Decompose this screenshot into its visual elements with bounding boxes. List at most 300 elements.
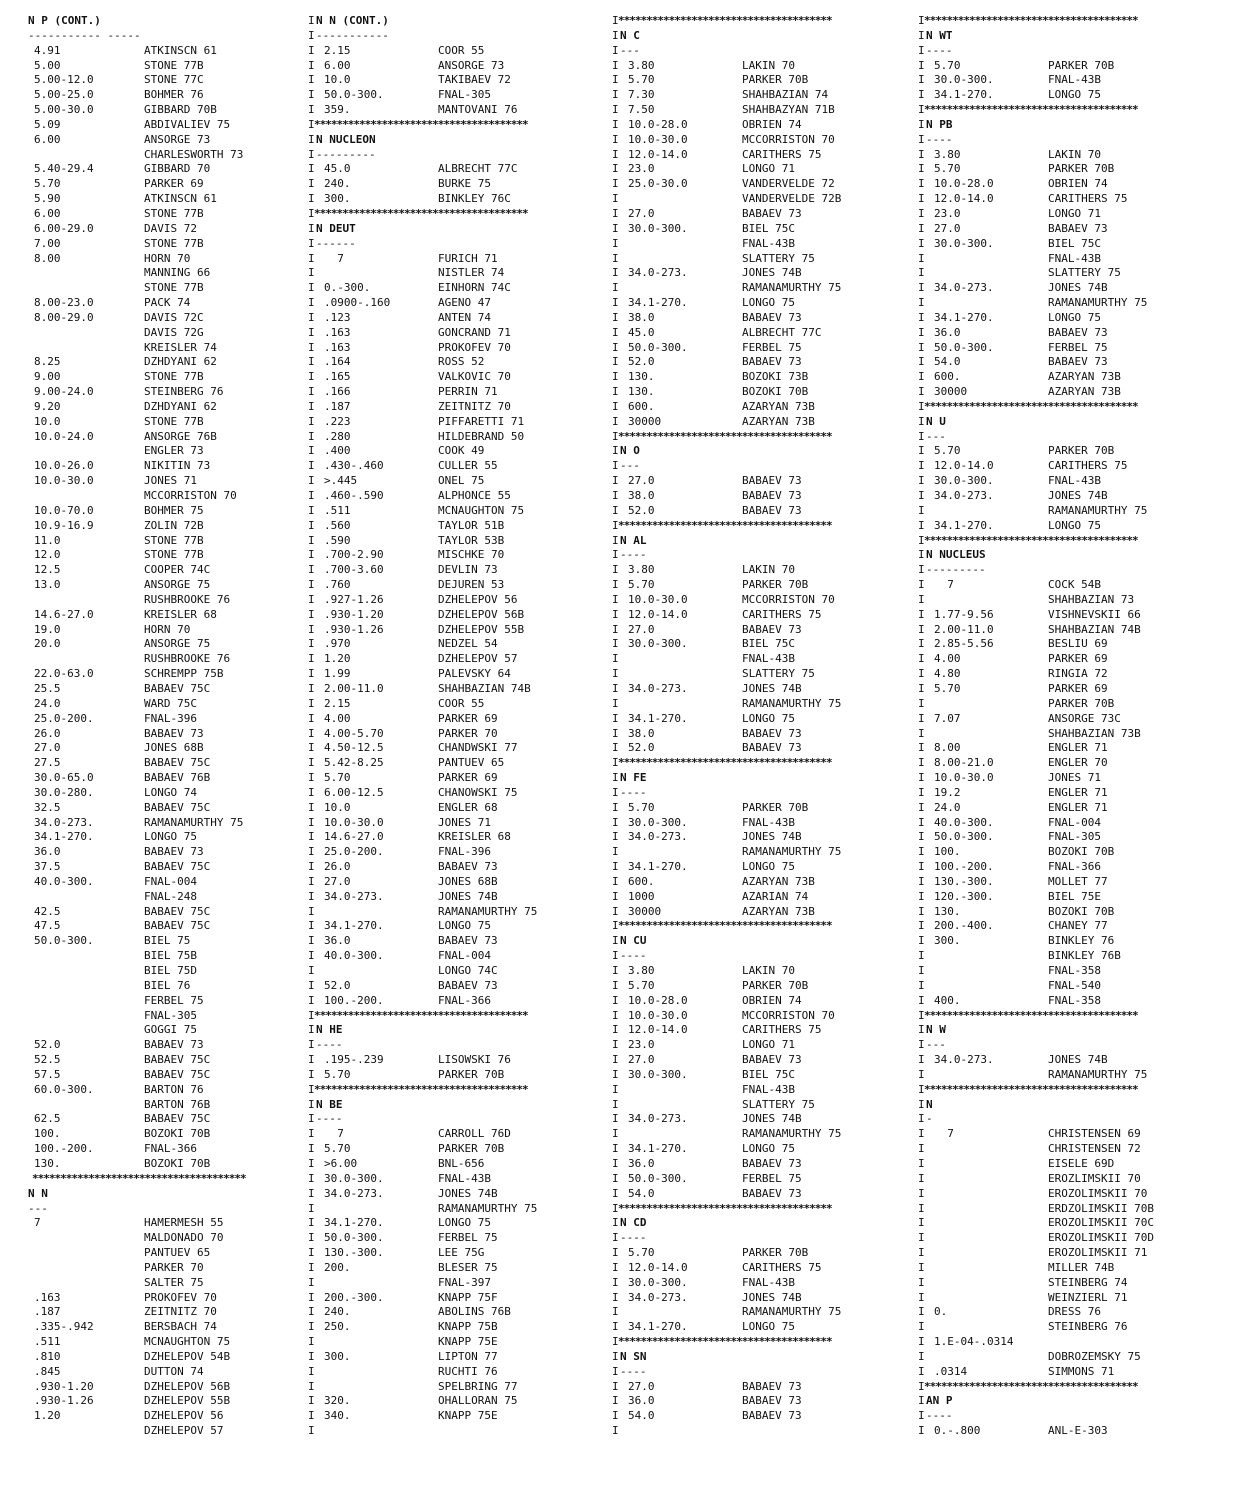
section-underline: [26, 29, 326, 44]
reference: SIMMONS 71: [1048, 1364, 1115, 1378]
entry-row: [308, 1335, 608, 1350]
entry-row: [918, 608, 1218, 623]
energy-value: 24.0: [934, 800, 961, 814]
energy-value: 5.90: [34, 192, 61, 206]
reference: CHRISTENSEN 69: [1048, 1127, 1141, 1141]
entry-row: [612, 890, 912, 905]
column-rule: I: [308, 310, 315, 324]
energy-value: 4.80: [934, 667, 961, 681]
column-rule: I: [308, 1038, 315, 1052]
entry-row: [612, 192, 912, 207]
column-rule: I: [612, 1156, 619, 1170]
energy-value: 19.0: [34, 622, 61, 636]
reference: MCCORRISTON 70: [742, 132, 835, 146]
entry-row: [612, 1142, 912, 1157]
energy-value: 27.5: [34, 756, 61, 770]
column-rule: I: [918, 117, 925, 131]
entry-row: [918, 1142, 1218, 1157]
energy-value: 5.09: [34, 117, 61, 131]
underline-dashes: ----: [620, 1364, 647, 1378]
reference: DZHELEPOV 57: [144, 1424, 224, 1438]
entry-row: [918, 637, 1218, 652]
reference: BABAEV 73: [742, 503, 802, 517]
reference: ENGLER 68: [438, 800, 498, 814]
reference: BIEL 76: [144, 978, 191, 992]
entry-row: [26, 118, 326, 133]
reference: CHANEY 77: [1048, 919, 1108, 933]
energy-value: 7: [324, 1127, 344, 1141]
energy-value: 9.00: [34, 370, 61, 384]
reference: PANTUEV 65: [144, 1246, 211, 1260]
reference: RAMANAMURTHY 75: [742, 281, 842, 295]
entry-row: [918, 890, 1218, 905]
column-rule: I: [308, 1246, 315, 1260]
reference: BOZOKI 70B: [144, 1156, 211, 1170]
column-rule: I: [918, 637, 925, 651]
section-title: N P (CONT.): [28, 14, 101, 27]
column-rule: I: [612, 399, 619, 413]
column-rule: I: [918, 726, 925, 740]
entry-row: [26, 355, 326, 370]
underline-dashes: ----: [620, 1231, 647, 1245]
entry-row: [612, 474, 912, 489]
entry-row: [918, 816, 1218, 831]
reference: ZOLIN 72B: [144, 518, 204, 532]
entry-row: [308, 1394, 608, 1409]
column-rule: I: [918, 1246, 925, 1260]
reference: BIEL 75C: [742, 221, 795, 235]
entry-row: [26, 207, 326, 222]
reference: LONGO 75: [1048, 518, 1101, 532]
energy-value: 5.70: [934, 681, 961, 695]
asterisk-rule: **************************************: [618, 518, 832, 532]
energy-value: 5.70: [628, 578, 655, 592]
column-rule: I: [308, 503, 315, 517]
energy-value: 300.: [934, 934, 961, 948]
column-rule: I: [308, 1275, 315, 1289]
entry-row: [26, 1350, 326, 1365]
section-title: N C: [620, 28, 640, 42]
energy-value: 34.1-270.: [324, 1216, 384, 1230]
column-rule: I: [612, 949, 619, 963]
energy-value: 5.70: [628, 1246, 655, 1260]
energy-value: 14.6-27.0: [324, 830, 384, 844]
entry-row: [612, 148, 912, 163]
reference: ANSORGE 76B: [144, 429, 217, 443]
column-rule: I: [308, 815, 315, 829]
reference: ENGLER 71: [1048, 785, 1108, 799]
column-rule: I: [612, 1097, 619, 1111]
column-rule: I: [612, 28, 619, 42]
underline-dashes: ----: [316, 1038, 343, 1052]
section-separator: [612, 519, 912, 534]
reference: KREISLER 68: [438, 830, 511, 844]
reference: BABAEV 75C: [144, 1067, 211, 1081]
energy-value: 5.70: [628, 800, 655, 814]
column-rule: I: [612, 503, 619, 517]
energy-value: 50.0-300.: [324, 88, 384, 102]
energy-value: 250.: [324, 1320, 351, 1334]
underline-dashes: ----: [620, 785, 647, 799]
entry-row: [612, 1068, 912, 1083]
column-rule: I: [612, 1142, 619, 1156]
entry-row: [26, 816, 326, 831]
reference: SCHREMPP 75B: [144, 667, 224, 681]
column-rule: I: [308, 192, 315, 206]
energy-value: 30000: [628, 414, 662, 428]
entry-row: [612, 326, 912, 341]
entry-row: [26, 667, 326, 682]
energy-value: 120.-300.: [934, 889, 994, 903]
section-underline: [918, 1038, 1218, 1053]
energy-value: 45.0: [324, 162, 351, 176]
energy-value: .930-1.20: [34, 1379, 94, 1393]
reference: KNAPP 75E: [438, 1335, 498, 1349]
entry-row: [918, 341, 1218, 356]
entry-row: [308, 296, 608, 311]
entry-row: [918, 207, 1218, 222]
column-rule: I: [612, 1260, 619, 1274]
reference: PARKER 69: [438, 771, 498, 785]
column-rule: I: [918, 266, 925, 280]
entry-row: [26, 296, 326, 311]
column-rule: I: [918, 578, 925, 592]
entry-row: [918, 1424, 1218, 1439]
reference: JONES 74B: [1048, 489, 1108, 502]
column-rule: I: [308, 28, 315, 42]
entry-row: [26, 1246, 326, 1261]
entry-row: [612, 1276, 912, 1291]
entry-row: [26, 548, 326, 563]
reference: BABAEV 73: [742, 741, 802, 755]
energy-value: 10.0-30.0: [934, 771, 994, 785]
column-rule: I: [612, 132, 619, 146]
entry-row: [26, 727, 326, 742]
entry-row: [308, 548, 608, 563]
energy-value: >6.00: [324, 1156, 358, 1170]
column-rule: I: [308, 518, 315, 532]
entry-row: [26, 192, 326, 207]
reference: MILLER 74B: [1048, 1260, 1115, 1274]
entry-row: [612, 222, 912, 237]
reference: AZARYAN 73B: [742, 904, 815, 918]
reference: JONES 71: [438, 815, 491, 829]
entry-row: [612, 1157, 912, 1172]
section-underline: [612, 548, 912, 563]
column-rule: I: [918, 874, 925, 888]
column-rule: I: [918, 28, 925, 42]
section-title: N SN: [620, 1349, 647, 1363]
reference: BOZOKI 70B: [742, 385, 809, 399]
entry-row: [918, 1305, 1218, 1320]
energy-value: 10.0: [324, 800, 351, 814]
energy-value: .400: [324, 444, 351, 458]
reference: BIEL 75C: [742, 637, 795, 651]
column-rule: I: [918, 1379, 925, 1393]
entry-row: [308, 1276, 608, 1291]
entry-row: [308, 756, 608, 771]
section-underline: [612, 949, 912, 964]
reference: ABOLINS 76B: [438, 1305, 511, 1319]
energy-value: 12.0-14.0: [934, 459, 994, 473]
energy-value: 52.0: [628, 355, 655, 369]
entry-row: [918, 311, 1218, 326]
reference: HILDEBRAND 50: [438, 429, 525, 443]
energy-value: 3.80: [628, 58, 655, 72]
reference: JONES 74B: [742, 266, 802, 280]
entry-row: [308, 875, 608, 890]
entry-row: [918, 1246, 1218, 1261]
entry-row: [612, 964, 912, 979]
entry-row: [26, 534, 326, 549]
column-rule: I: [612, 518, 619, 532]
column-rule: I: [918, 1082, 925, 1096]
entry-row: [26, 801, 326, 816]
entry-row: [26, 979, 326, 994]
column-rule: I: [918, 667, 925, 681]
column-rule: I: [308, 58, 315, 72]
entry-row: [918, 994, 1218, 1009]
energy-value: 13.0: [34, 578, 61, 592]
column-rule: I: [918, 949, 925, 963]
reference: WARD 75C: [144, 696, 197, 710]
entry-row: [308, 1216, 608, 1231]
energy-value: .511: [34, 1335, 61, 1349]
energy-value: 34.1-270.: [628, 1320, 688, 1334]
column-rule: I: [918, 696, 925, 710]
column-rule: I: [918, 192, 925, 206]
entry-row: [26, 875, 326, 890]
entry-row: [612, 563, 912, 578]
entry-row: [918, 771, 1218, 786]
energy-value: 19.2: [934, 785, 961, 799]
energy-value: 9.20: [34, 399, 61, 413]
reference: SHAHBAZIAN 74B: [438, 681, 531, 695]
column-rule: I: [918, 652, 925, 666]
column-rule: I: [612, 1112, 619, 1126]
entry-row: [308, 994, 608, 1009]
column-rule: I: [308, 785, 315, 799]
entry-row: [612, 1172, 912, 1187]
energy-value: 27.0: [324, 874, 351, 888]
section-header: [612, 444, 912, 459]
reference: BABAEV 76B: [144, 771, 211, 785]
reference: FNAL-397: [438, 1275, 491, 1289]
reference: FNAL-540: [1048, 978, 1101, 992]
reference: PANTUEV 65: [438, 756, 505, 770]
entry-row: [918, 88, 1218, 103]
entry-row: [308, 444, 608, 459]
entry-row: [612, 415, 912, 430]
entry-row: [612, 237, 912, 252]
column-rule: I: [612, 236, 619, 250]
entry-row: [308, 1261, 608, 1276]
reference: FNAL-366: [144, 1142, 197, 1156]
column-rule: I: [308, 904, 315, 918]
column-rule: I: [612, 578, 619, 592]
entry-row: [308, 489, 608, 504]
column-rule: I: [308, 1142, 315, 1156]
reference: MANTOVANI 76: [438, 103, 518, 117]
column-rule: I: [308, 1156, 315, 1170]
reference: LONGO 75: [742, 711, 795, 725]
entry-row: [308, 1291, 608, 1306]
entry-row: [26, 845, 326, 860]
energy-value: 34.0-273.: [628, 266, 688, 280]
reference: HORN 70: [144, 251, 191, 265]
section-separator: [918, 103, 1218, 118]
entry-row: [918, 934, 1218, 949]
column-rule: I: [612, 860, 619, 874]
entry-row: [918, 1157, 1218, 1172]
energy-value: 25.5: [34, 681, 61, 695]
entry-row: [26, 444, 326, 459]
column-rule: I: [612, 1216, 619, 1230]
energy-value: 34.1-270.: [628, 296, 688, 310]
column-rule: I: [612, 889, 619, 903]
column-rule: I: [918, 563, 925, 577]
column-rule: I: [918, 162, 925, 176]
column-rule: I: [612, 414, 619, 428]
column-rule: I: [308, 548, 315, 562]
energy-value: 1.20: [34, 1409, 61, 1423]
column-rule: I: [308, 949, 315, 963]
column-rule: I: [918, 489, 925, 502]
entry-row: [26, 1276, 326, 1291]
column-rule: I: [612, 1053, 619, 1067]
entry-row: [308, 73, 608, 88]
reference: JONES 71: [1048, 771, 1101, 785]
column-rule: I: [612, 1023, 619, 1037]
entry-row: [26, 103, 326, 118]
energy-value: 0.: [934, 1305, 948, 1319]
column-rule: I: [612, 1231, 619, 1245]
energy-value: 130.: [628, 370, 655, 384]
reference: DZHELEPOV 54B: [144, 1349, 231, 1363]
entry-row: [26, 1216, 326, 1231]
entry-row: [26, 1424, 326, 1439]
column-rule: I: [612, 993, 619, 1007]
column-rule: I: [308, 533, 315, 547]
asterisk-rule: **************************************: [924, 1008, 1138, 1022]
index-column-4: [918, 14, 1218, 1484]
column-rule: I: [612, 548, 619, 562]
column-rule: I: [308, 1067, 315, 1081]
column-rule: I: [612, 266, 619, 280]
reference: BIEL 75: [144, 934, 191, 948]
column-rule: I: [918, 815, 925, 829]
section-title: N HE: [316, 1023, 343, 1037]
energy-value: 30.0-300.: [628, 1275, 688, 1289]
entry-row: [918, 682, 1218, 697]
entry-row: [26, 222, 326, 237]
entry-row: [612, 652, 912, 667]
column-rule: I: [308, 355, 315, 369]
reference: BIEL 75B: [144, 949, 197, 963]
column-rule: I: [612, 756, 619, 770]
column-rule: I: [918, 281, 925, 295]
energy-value: 40.0-300.: [34, 874, 94, 888]
energy-value: .930-1.26: [324, 622, 384, 636]
entry-row: [612, 489, 912, 504]
reference: RAMANAMURTHY 75: [438, 904, 538, 918]
section-underline: [918, 133, 1218, 148]
column-rule: I: [308, 1349, 315, 1363]
reference: DRESS 76: [1048, 1305, 1101, 1319]
entry-row: [26, 1038, 326, 1053]
reference: RAMANAMURTHY 75: [742, 1127, 842, 1141]
energy-value: 3.80: [628, 563, 655, 577]
energy-value: 600.: [934, 370, 961, 384]
column-rule: I: [918, 147, 925, 161]
entry-row: [308, 504, 608, 519]
column-rule: I: [612, 1201, 619, 1215]
section-separator: [308, 1009, 608, 1024]
entry-row: [26, 1023, 326, 1038]
entry-row: [308, 1365, 608, 1380]
entry-row: [26, 1127, 326, 1142]
column-rule: I: [308, 1097, 315, 1111]
entry-row: [918, 1187, 1218, 1202]
entry-row: [26, 563, 326, 578]
entry-row: [26, 1068, 326, 1083]
column-rule: I: [918, 1231, 925, 1245]
reference: JONES 74B: [1048, 1053, 1108, 1067]
column-rule: I: [918, 978, 925, 992]
underline-dashes: ----: [926, 43, 953, 57]
section-header: [918, 1023, 1218, 1038]
energy-value: .430-.460: [324, 459, 384, 473]
reference: STONE 77B: [144, 533, 204, 547]
reference: PROKOFEV 70: [144, 1290, 217, 1304]
entry-row: [918, 474, 1218, 489]
entry-row: [918, 73, 1218, 88]
reference: MCCORRISTON 70: [742, 592, 835, 606]
column-rule: I: [918, 1201, 925, 1215]
entry-row: [612, 994, 912, 1009]
column-rule: I: [612, 325, 619, 339]
section-underline: [918, 563, 1218, 578]
entry-row: [612, 177, 912, 192]
reference: JONES 71: [144, 474, 197, 488]
energy-value: .164: [324, 355, 351, 369]
reference: HAMERMESH 55: [144, 1216, 224, 1230]
reference: FNAL-305: [438, 88, 491, 102]
reference: SHAHBAZYAN 71B: [742, 103, 835, 117]
entry-row: [26, 1261, 326, 1276]
entry-row: [918, 593, 1218, 608]
entry-row: [918, 652, 1218, 667]
reference: PARKER 70B: [742, 1246, 809, 1260]
column-rule: I: [308, 667, 315, 681]
reference: PERRIN 71: [438, 385, 498, 399]
energy-value: 34.0-273.: [628, 681, 688, 695]
entry-row: [26, 489, 326, 504]
entry-row: [918, 979, 1218, 994]
reference: GIBBARD 70B: [144, 103, 217, 117]
section-header: [612, 29, 912, 44]
entry-row: [308, 830, 608, 845]
entry-row: [918, 578, 1218, 593]
column-rule: I: [308, 1379, 315, 1393]
column-rule: I: [612, 1409, 619, 1423]
reference: BNL-656: [438, 1156, 485, 1170]
energy-value: 100.-200.: [324, 993, 384, 1007]
column-rule: I: [918, 592, 925, 606]
entry-row: [308, 652, 608, 667]
section-title: N BE: [316, 1097, 343, 1111]
entry-row: [308, 697, 608, 712]
